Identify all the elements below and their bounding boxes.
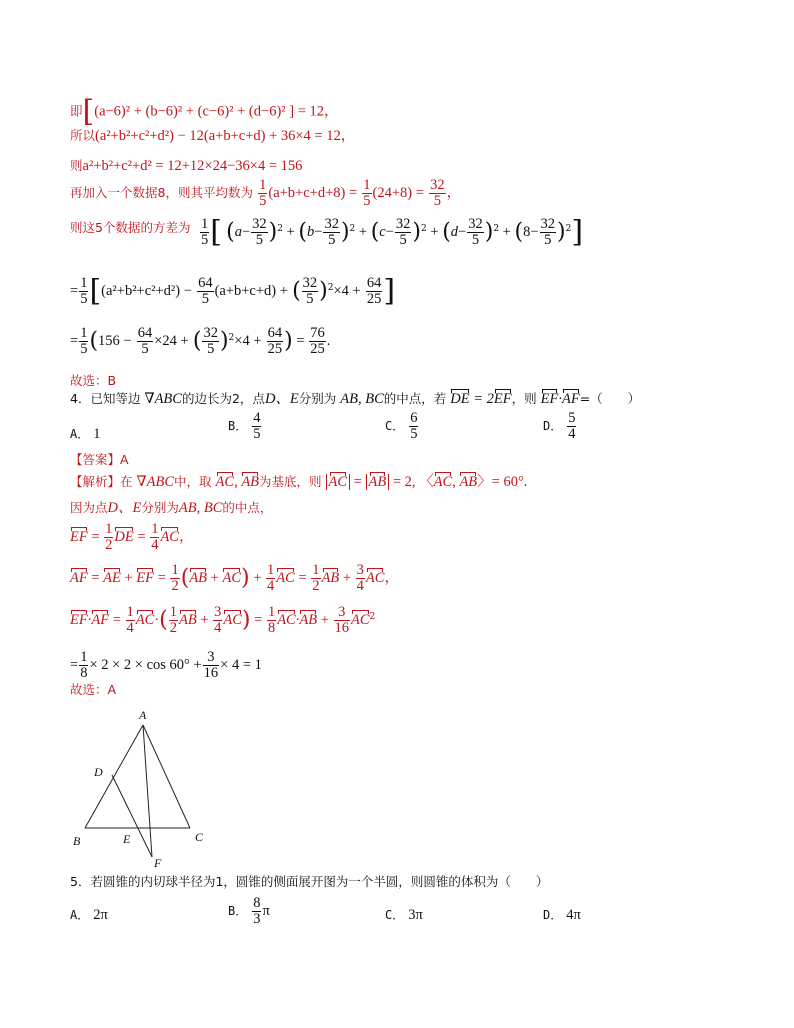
q4-option-c-num: 6 [410,410,418,426]
q4-stem [70,392,640,407]
sol3-line2-prefix: 所以 [70,128,96,143]
sol3-line4-end: ， [446,185,462,202]
q4-text-b: 的边长为2，点 [181,391,265,406]
sol3-line2-math: (a²+b²+c²+d²) − 12(a+b+c+d) + 36×4 = 12， [95,128,356,144]
q4-analysis-c: 为基底，则 [259,474,322,489]
q4-analysis-line2 [70,501,272,516]
q5-option-b-suffix: π [262,903,270,920]
label-a: A [139,708,147,722]
q5-option-a[interactable] [70,906,108,924]
sol3-line4-math-b: (24+8) = [372,185,424,202]
q5-number: 5． [70,874,91,889]
q4-answer-value: A [120,452,129,467]
q4-eq-af: AF = AE + EF = $\frac{1}{2}$ (AB + AC) + $\frac{1}{4}$ AC = $\frac{1}{2}$ AB + $\frac{3}{4}$ AC， [70,562,399,595]
label-b: B [73,834,81,848]
q5-option-a-value: 2π [93,907,108,923]
q4-option-a-label: A． [70,427,90,441]
q5-option-d-value: 4π [566,907,581,923]
frac-1-5: $\frac{1}{5}$ [259,177,267,210]
q4-target: EF·AF [540,391,580,407]
q4-option-d-den: 4 [568,426,576,443]
frac-32-5: $\frac{32}{5}$ [430,177,445,210]
q4-analysis-tag: 【解析】 [70,474,121,489]
q4-line2-a: 因为点 [70,500,108,515]
q4-eq-ef: EF = $\frac{1}{2}$ DE = $\frac{1}{4}$ AC， [70,521,194,554]
q4-eq-final: = $\frac{1}{8}$ × 2 × 2 × cos 60° + $\frac{3}{16}$ × 4 = 1 [70,649,262,682]
sol3-line4-math-a: (a+b+c+d+8) = [268,185,358,202]
q4-final-math-b: × 4 = 1 [220,657,262,674]
q4-analysis-a: 在 [120,474,133,489]
q4-option-b-label: B． [228,419,248,434]
q4-line2-segments: AB, BC [178,500,223,516]
sol3-line5 [70,222,190,235]
q4-triangle: ∇ABC [144,391,182,407]
q4-line2-e: 的中点， [222,500,273,515]
q4-text-a: 已知等边 [90,391,141,406]
q4-choose: 故选：A [70,682,117,697]
segment-df [112,775,152,857]
variance-expression: $\frac{1}{5}$ [ (a− $\frac{32}{5}$ )$^2$ + (b− $\frac{32}{5}$ )$^2$ + (c− $\frac{32}{5}$ )$^2$ + (d− $\frac{32}{5}$ )$^2$ + (8− $\frac{32}{5}$ )$^2$] [201,214,584,250]
q5-option-c-value: 3π [408,907,423,923]
q4-option-d-num: 5 [568,410,576,426]
variance-step3: = $\frac{1}{5}$ (156 − $\frac{64}{5}$ ×24 + ( $\frac{32}{5}$ )$^2$×4 + $\frac{64}{25}$ ) = $\frac{76}{25}$ . [70,325,331,358]
q4-answer [70,454,129,467]
sol3-line3-prefix: 则 [70,158,83,173]
q5-option-c-label: C． [385,908,405,922]
label-e: E [123,832,131,846]
q5-option-b-label: B． [228,904,248,919]
q4-analysis-line1: 【解析】在 ∇ABC中，取 AC, AB为基底，则 AC = AB = 2, 〈AC, AB〉= 60°. [70,474,528,490]
q5-option-a-label: A． [70,908,90,922]
q5-option-d-label: D． [543,908,563,922]
q4-text-g: ，则 [511,391,537,406]
q5-stem [70,876,548,889]
sol3-line2 [70,129,355,144]
variance-step2: = $\frac{1}{5}$ [(a²+b²+c²+d²) − $\frac{64}{5}$ (a+b+c+d) + ( $\frac{32}{5}$ )$^2$×4 + $\frac{64}{25}$ ] [70,273,396,309]
q5-option-c[interactable] [385,906,423,924]
q4-option-b[interactable] [228,411,262,442]
label-c: C [195,830,204,844]
sol3-line4-text: 再加入一个数据8，则其平均数为 [70,185,253,201]
label-d: D [94,765,103,779]
q4-option-b-den: 5 [253,426,261,443]
sol3-line3-math: a²+b²+c²+d² = 12+12×24−36×4 = 156 [82,158,303,174]
q4-text-h: =（ ） [579,391,641,406]
q4-analysis-b: 中，取 [174,474,212,489]
segment-af [143,725,152,857]
label-f: F [154,856,162,870]
triangle-figure [70,705,220,870]
q4-line2-points: D、E [107,500,142,516]
q5-option-b-num: 8 [253,895,261,911]
q4-eq-dot: EF·AF = $\frac{1}{4}$ AC·( $\frac{1}{2}$ AB + $\frac{3}{4}$ AC) = $\frac{1}{8}$ AC·AB + $\frac{3}{16}$ $AC^2$ [70,604,376,637]
q4-condition: DE = 2EF [450,391,512,407]
sol3-line3 [70,159,302,174]
q4-option-c[interactable] [385,411,419,442]
q4-number: 4． [70,391,91,406]
q4-option-d-label: D． [543,419,563,434]
q4-analysis-triangle: ∇ABC [136,474,175,490]
q4-option-a[interactable] [70,425,100,443]
q4-answer-tag: 【答案】 [70,452,121,467]
q4-text-d: 分别为 [298,391,337,406]
q4-option-c-den: 5 [410,426,418,443]
sol3-line1-prefix: 即 [70,103,83,119]
sol3-line1: 即[(a−6)² + (b−6)² + (c−6)² + (d−6)² ] = 12， [70,94,339,129]
q4-points: D、E [264,391,299,407]
q4-option-c-label: C． [385,419,405,434]
q4-line2-c: 分别为 [141,500,179,515]
q5-option-b-den: 3 [253,911,261,928]
sol3-line4 [70,178,461,209]
sol3-choose: 故选：B [70,373,117,388]
q4-final-math: × 2 × 2 × cos 60° + [89,657,202,674]
q4-segments: AB, BC [340,391,384,407]
sol3-line5-text: 则这5个数据的方差为 [70,220,191,235]
q5-option-d[interactable] [543,906,581,924]
q4-analysis-d: = 60°. [491,474,528,490]
q4-option-d[interactable] [543,411,577,442]
frac-1-5b: $\frac{1}{5}$ [363,177,371,210]
q4-text-f: 的中点，若 [383,391,447,406]
side-ac [143,725,190,828]
q4-option-b-num: 4 [253,410,261,426]
q4-option-a-value: 1 [93,426,101,442]
q5-text: 若圆锥的内切球半径为1，圆锥的侧面展开图为一个半圆，则圆锥的体积为（ ） [90,874,549,889]
q5-option-b[interactable] [228,896,270,927]
sol3-line1-math: (a−6)² + (b−6)² + (c−6)² + (d−6)² ] = 12， [94,103,339,120]
